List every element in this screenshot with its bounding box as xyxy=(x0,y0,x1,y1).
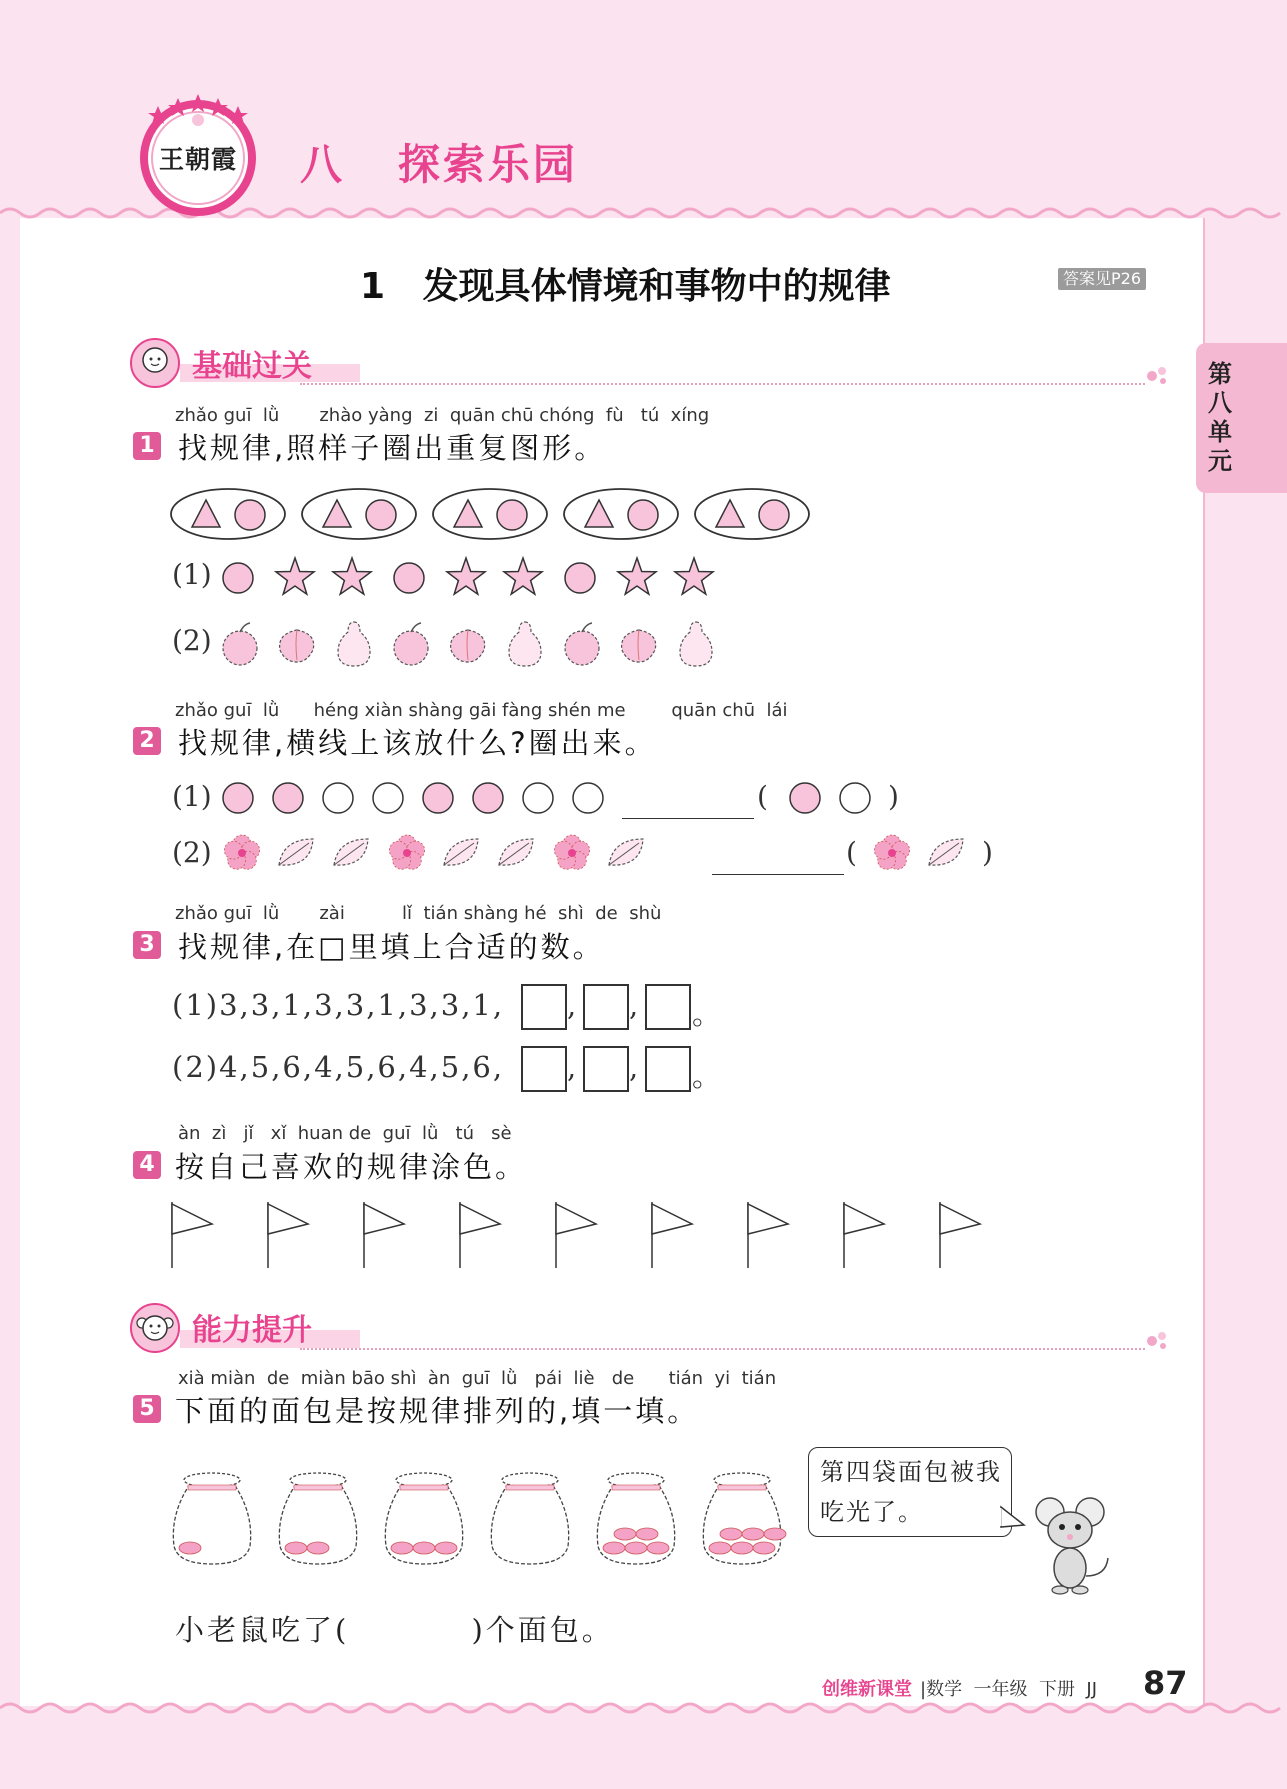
mouse-character-icon xyxy=(1020,1490,1120,1600)
star-icon xyxy=(333,558,371,594)
apple-icon xyxy=(394,623,428,665)
bread-icon xyxy=(307,1542,329,1554)
q2-part1-paren-open: ( xyxy=(757,780,768,813)
q3-comma: , xyxy=(567,1050,577,1084)
apple-icon xyxy=(223,623,257,665)
q3-period: 。 xyxy=(692,1059,722,1093)
leaf-icon xyxy=(609,839,643,865)
white-circle-icon xyxy=(840,783,870,813)
q1-part1-sequence xyxy=(220,552,740,602)
chapter-title: 八 探索乐园 xyxy=(300,140,578,189)
white-circle-icon xyxy=(573,783,603,813)
star-icon xyxy=(276,558,314,594)
q3-part1-answer-box-2[interactable] xyxy=(583,984,629,1030)
flower-icon xyxy=(874,835,909,869)
bread-icon xyxy=(603,1542,625,1554)
pink-circle-icon xyxy=(273,783,303,813)
page-number: 87 xyxy=(1143,1664,1188,1702)
bread-icon xyxy=(614,1528,636,1540)
white-circle-icon xyxy=(373,783,403,813)
q3-text: 找规律,在□里填上合适的数。 xyxy=(178,930,605,964)
peach-icon xyxy=(280,630,314,662)
leaf-icon xyxy=(444,839,478,865)
q3-comma: , xyxy=(629,1050,639,1084)
circle-icon xyxy=(628,500,658,530)
monkey-mascot-icon xyxy=(130,1303,180,1353)
peach-icon xyxy=(622,630,656,662)
section-divider xyxy=(300,383,1145,385)
flag-icon[interactable] xyxy=(748,1202,788,1268)
q2-text: 找规律,横线上该放什么?圈出来。 xyxy=(178,726,657,760)
q3-part1-answer-box-1[interactable] xyxy=(521,984,567,1030)
pattern-group-oval xyxy=(171,489,285,539)
apple-icon xyxy=(565,623,599,665)
pink-circle-icon xyxy=(223,783,253,813)
star-icon xyxy=(675,558,713,594)
bread-icon xyxy=(753,1542,775,1554)
bread-icon xyxy=(764,1528,786,1540)
q2-part1-blank-line[interactable] xyxy=(622,818,754,819)
leaf-icon xyxy=(279,839,313,865)
bread-icon xyxy=(720,1528,742,1540)
pink-circle-icon xyxy=(473,783,503,813)
q2-part2-label: (2) xyxy=(172,836,212,869)
bread-icon xyxy=(413,1542,435,1554)
flag-icon[interactable] xyxy=(940,1202,980,1268)
q3-part1-sequence: (1)3,3,1,3,3,1,3,3,1, xyxy=(172,988,505,1022)
bread-icon xyxy=(625,1542,647,1554)
lesson-title: 1 发现具体情境和事物中的规律 xyxy=(360,266,891,307)
section-title-advanced: 能力提升 xyxy=(192,1313,312,1348)
footer-brand: 创维新课堂 xyxy=(822,1679,912,1700)
q1-pinyin: zhǎo guī lǜ zhào yàng zi quān chū chóng fù tú xíng xyxy=(175,405,710,426)
q2-pinyin: zhǎo guī lǜ héng xiàn shàng gāi fàng shén me quān chū lái xyxy=(175,700,788,721)
q3-period: 。 xyxy=(692,997,722,1031)
bread-bag-icon xyxy=(491,1473,568,1564)
q2-part2-sequence xyxy=(220,830,690,876)
pattern-group-oval xyxy=(433,489,547,539)
q5-answer-input[interactable] xyxy=(372,1602,468,1642)
star-icon xyxy=(447,558,485,594)
q1-number-badge: 1 xyxy=(133,432,161,460)
bread-bag-icon xyxy=(385,1473,462,1564)
q2-part2-options[interactable] xyxy=(870,830,980,876)
q4-number-badge: 4 xyxy=(133,1151,161,1179)
circle-icon xyxy=(235,500,265,530)
q2-part1-options[interactable] xyxy=(785,776,875,820)
q4-flags-row[interactable] xyxy=(168,1200,998,1272)
leaf-icon xyxy=(929,839,963,865)
pink-circle-icon xyxy=(423,783,453,813)
flag-icon[interactable] xyxy=(844,1202,884,1268)
bread-bag-icon xyxy=(173,1473,250,1564)
q3-pinyin: zhǎo guī lǜ zài lǐ tián shàng hé shì de shù xyxy=(175,903,662,924)
q3-part1-answer-box-3[interactable] xyxy=(645,984,691,1030)
q3-comma: , xyxy=(629,988,639,1022)
dots-icon xyxy=(1146,1331,1170,1351)
section-title-basic: 基础过关 xyxy=(192,349,312,384)
q3-part2-sequence: (2)4,5,6,4,5,6,4,5,6, xyxy=(172,1050,505,1084)
wave-border-bottom xyxy=(0,1700,1287,1714)
circle-icon xyxy=(366,500,396,530)
pattern-group-oval xyxy=(564,489,678,539)
answer-reference-badge: 答案见P26 xyxy=(1058,268,1146,290)
q5-text: 下面的面包是按规律排列的,填一填。 xyxy=(175,1394,700,1428)
q3-part2-answer-box-3[interactable] xyxy=(645,1046,691,1092)
circle-icon xyxy=(394,563,424,593)
pattern-group-oval xyxy=(302,489,416,539)
q1-part2-sequence xyxy=(220,612,740,672)
q3-part2-answer-box-1[interactable] xyxy=(521,1046,567,1092)
speech-bubble-text: 第四袋面包被我吃光了。 xyxy=(820,1458,1002,1526)
pear-icon xyxy=(509,622,541,666)
q1-text: 找规律,照样子圈出重复图形。 xyxy=(178,431,607,465)
q2-part2-paren-open: ( xyxy=(846,836,857,869)
pattern-group-oval xyxy=(695,489,809,539)
unit-tab-label: 第八单元 xyxy=(1208,360,1232,475)
footer-book-info: |数学 一年级 下册 JJ xyxy=(920,1679,1098,1700)
bread-bag-icon xyxy=(279,1473,356,1564)
bread-bag-icon xyxy=(703,1473,786,1564)
dots-icon xyxy=(1146,366,1170,386)
bread-bag-icon xyxy=(597,1473,674,1564)
star-icon xyxy=(618,558,656,594)
girl-mascot-icon xyxy=(130,338,180,388)
q4-text: 按自己喜欢的规律涂色。 xyxy=(175,1150,528,1184)
bread-icon xyxy=(709,1542,731,1554)
section-divider xyxy=(300,1348,1145,1350)
q2-part2-blank-line[interactable] xyxy=(712,874,844,875)
q2-part1-label: (1) xyxy=(172,780,212,813)
flower-icon xyxy=(554,835,589,869)
flower-icon xyxy=(389,835,424,869)
flag-icon[interactable] xyxy=(652,1202,692,1268)
circle-icon xyxy=(565,563,595,593)
bread-icon xyxy=(731,1542,753,1554)
bread-icon xyxy=(742,1528,764,1540)
flower-icon xyxy=(224,835,259,869)
bread-icon xyxy=(647,1542,669,1554)
star-icon xyxy=(504,558,542,594)
q5-number-badge: 5 xyxy=(133,1395,161,1423)
bread-icon xyxy=(179,1542,201,1554)
q3-part2-answer-box-2[interactable] xyxy=(583,1046,629,1092)
circle-icon xyxy=(497,500,527,530)
q5-bread-bags-row xyxy=(170,1472,790,1572)
pear-icon xyxy=(338,622,370,666)
flag-icon[interactable] xyxy=(460,1202,500,1268)
pear-icon xyxy=(680,622,712,666)
flag-icon[interactable] xyxy=(172,1202,212,1268)
pink-circle-icon xyxy=(790,783,820,813)
circle-icon xyxy=(223,563,253,593)
flag-icon[interactable] xyxy=(556,1202,596,1268)
logo-text: 王朝霞 xyxy=(158,145,237,174)
q5-pinyin: xià miàn de miàn bāo shì àn guī lǜ pái liè de tián yi tián xyxy=(178,1368,777,1389)
q2-number-badge: 2 xyxy=(133,727,161,755)
flag-icon[interactable] xyxy=(268,1202,308,1268)
white-circle-icon xyxy=(523,783,553,813)
bread-icon xyxy=(636,1528,658,1540)
circle-icon xyxy=(759,500,789,530)
leaf-icon xyxy=(334,839,368,865)
bread-icon xyxy=(285,1542,307,1554)
q2-part1-paren-close: ) xyxy=(888,780,899,813)
q2-part1-sequence xyxy=(220,776,600,820)
q1-example-pattern xyxy=(170,487,820,543)
q5-answer-sentence: 小老鼠吃了( )个面包。 xyxy=(175,1613,614,1647)
leaf-icon xyxy=(499,839,533,865)
flag-icon[interactable] xyxy=(364,1202,404,1268)
white-circle-icon xyxy=(323,783,353,813)
bread-icon xyxy=(391,1542,413,1554)
bread-icon xyxy=(435,1542,457,1554)
q1-part1-label: (1) xyxy=(172,558,212,591)
q4-pinyin: àn zì jǐ xǐ huan de guī lǜ tú sè xyxy=(178,1123,512,1144)
q2-part2-paren-close: ) xyxy=(982,836,993,869)
q3-number-badge: 3 xyxy=(133,931,161,959)
q1-part2-label: (2) xyxy=(172,624,212,657)
peach-icon xyxy=(451,630,485,662)
q3-comma: , xyxy=(567,988,577,1022)
